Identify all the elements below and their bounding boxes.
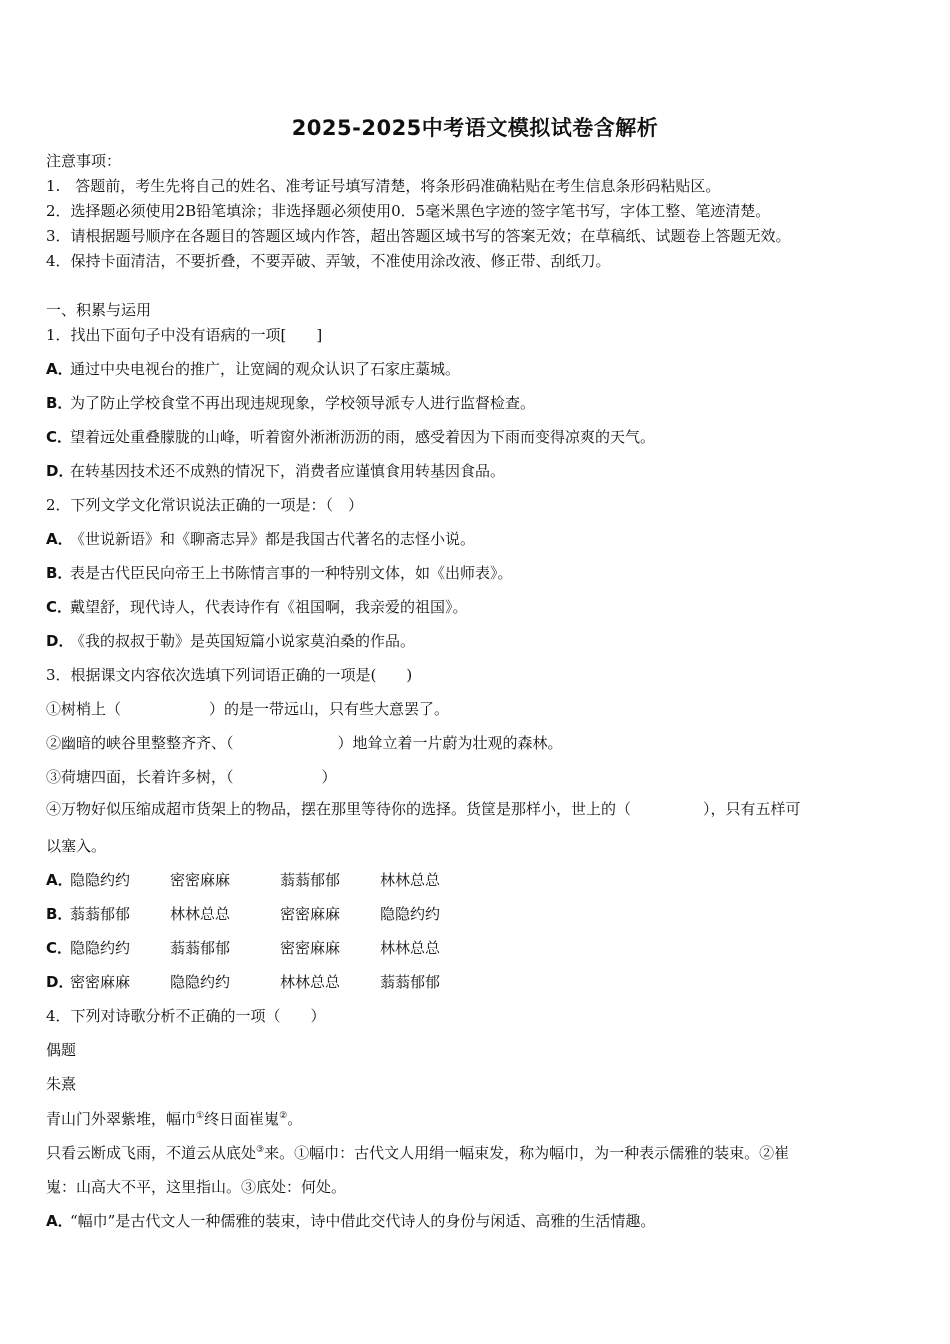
option-word: 林林总总: [170, 905, 231, 923]
option-word: 林林总总: [380, 871, 441, 889]
poem-line-2: [46, 1140, 910, 1163]
poem-text: 只看云断成飞雨，不道云从底处: [46, 1144, 257, 1162]
option-label: C．: [46, 598, 73, 616]
option-label: B．: [46, 564, 73, 582]
q2-option-d: [46, 631, 910, 651]
q2-option-c: [46, 597, 910, 617]
sentence-part: ④万物好似压缩成超市货架上的物品，摆在那里等待你的选择。货筐是那样小，世上的（: [46, 800, 632, 818]
q3-sentence-1: [46, 699, 910, 719]
option-label: C．: [46, 939, 73, 957]
notice-item: 2．选择题必须使用2B铅笔填涂；非选择题必须使用0．5毫米黑色字迹的签字笔书写，字体工整、笔迹清楚。: [46, 202, 771, 220]
q2-option-b: [46, 563, 910, 583]
q3-option-d: [46, 972, 910, 992]
poem-line-1: [46, 1106, 910, 1129]
option-label: A．: [46, 1212, 73, 1230]
option-word: 蓊蓊郁郁: [280, 871, 341, 889]
footnote-mark: ①: [196, 1111, 205, 1121]
q1-option-a: [46, 359, 910, 379]
q3-stem: 3．根据课文内容依次选填下列词语正确的一项是( ): [46, 666, 413, 684]
poem-text: 青山门外翠紫堆，幅巾: [46, 1110, 197, 1128]
q1-option-b: [46, 393, 910, 413]
notice-heading: 注意事项：: [46, 152, 122, 170]
q3-sentence-3: [46, 767, 910, 787]
option-word: 蓊蓊郁郁: [170, 939, 231, 957]
option-word: 蓊蓊郁郁: [70, 905, 131, 923]
sentence-part: ），只有五样可: [703, 800, 801, 818]
sentence-part: ①树梢上（: [46, 700, 122, 718]
sentence-part: ）的是一带远山，只有些大意罢了。: [209, 700, 450, 718]
option-word: 密密麻麻: [280, 939, 341, 957]
option-label: B．: [46, 905, 73, 923]
option-word: 蓊蓊郁郁: [380, 973, 441, 991]
q4-stem: 4．下列对诗歌分析不正确的一项（ ）: [46, 1007, 326, 1025]
q3-sentence-2: [46, 733, 910, 753]
option-word: 林林总总: [280, 973, 341, 991]
option-text: 在转基因技术还不成熟的情况下，消费者应谨慎食用转基因食品。: [70, 462, 506, 480]
q3-option-a: [46, 870, 910, 890]
poem-title: 偶题: [46, 1041, 77, 1059]
q3-option-b: [46, 904, 910, 924]
option-label: D．: [46, 462, 74, 480]
option-label: A．: [46, 871, 73, 889]
option-word: 密密麻麻: [70, 973, 131, 991]
option-text: 为了防止学校食堂不再出现违规现象，学校领导派专人进行监督检查。: [70, 394, 536, 412]
sentence-part: ②幽暗的峡谷里整整齐齐、（: [46, 734, 234, 752]
footnote-mark: ③: [256, 1145, 265, 1155]
option-label: A．: [46, 360, 73, 378]
q3-sentence-4-cont: 以塞入。: [46, 837, 107, 855]
option-word: 密密麻麻: [170, 871, 231, 889]
q3-sentence-4: [46, 799, 910, 819]
notice-item: 4．保持卡面清洁，不要折叠，不要弄破、弄皱，不准使用涂改液、修正带、刮纸刀。: [46, 252, 611, 270]
page-title: 2025-2025中考语文模拟试卷含解析: [291, 116, 659, 140]
q1-option-c: [46, 427, 910, 447]
notice-item: 1. 答题前，考生先将自己的姓名、准考证号填写清楚，将条形码准确粘贴在考生信息条形码粘贴区。: [46, 177, 721, 195]
option-word: 林林总总: [380, 939, 441, 957]
notice-item: 3．请根据题号顺序在各题目的答题区域内作答，超出答题区域书写的答案无效；在草稿纸、试题卷上答题无效。: [46, 227, 791, 245]
option-text: “幅巾”是古代文人一种儒雅的装束，诗中借此交代诗人的身份与闲适、高雅的生活情趣。: [70, 1212, 656, 1230]
poem-author: 朱熹: [46, 1075, 77, 1093]
option-text: 戴望舒，现代诗人，代表诗作有《祖国啊，我亲爱的祖国》。: [70, 598, 468, 616]
poem-text: 终日面崔嵬: [204, 1110, 280, 1128]
option-word: 隐隐约约: [70, 939, 131, 957]
option-text: 表是古代臣民向帝王上书陈情言事的一种特别文体，如《出师表》。: [70, 564, 513, 582]
sentence-part: ③荷塘四面，长着许多树，（: [46, 768, 234, 786]
sentence-part: ）: [321, 768, 337, 786]
section-heading: 一、积累与运用: [46, 301, 152, 319]
poem-notes-cont: 嵬：山高大不平，这里指山。③底处：何处。: [46, 1178, 347, 1196]
sentence-part: ）地耸立着一片蔚为壮观的森林。: [337, 734, 563, 752]
option-label: B．: [46, 394, 73, 412]
q2-option-a: [46, 529, 910, 549]
option-text: 通过中央电视台的推广，让宽阔的观众认识了石家庄藁城。: [70, 360, 461, 378]
q4-option-a: [46, 1211, 910, 1231]
option-word: 密密麻麻: [280, 905, 341, 923]
option-word: 隐隐约约: [380, 905, 441, 923]
option-label: A．: [46, 530, 73, 548]
q3-option-c: [46, 938, 910, 958]
option-label: D．: [46, 973, 74, 991]
poem-text: 。: [287, 1110, 303, 1128]
q1-option-d: [46, 461, 910, 481]
option-text: 望着远处重叠朦胧的山峰，听着窗外淅淅沥沥的雨，感受着因为下雨而变得凉爽的天气。: [70, 428, 656, 446]
option-text: 《世说新语》和《聊斋志异》都是我国古代著名的志怪小说。: [70, 530, 476, 548]
option-word: 隐隐约约: [70, 871, 131, 889]
poem-notes: 来。①幅巾：古代文人用绢一幅束发，称为幅巾，为一种表示儒雅的装束。②崔: [264, 1144, 790, 1162]
q2-stem: 2．下列文学文化常识说法正确的一项是：（ ）: [46, 496, 364, 514]
footnote-mark: ②: [279, 1111, 288, 1121]
q1-stem: 1．找出下面句子中没有语病的一项[ ]: [46, 326, 323, 344]
option-label: D．: [46, 632, 74, 650]
option-word: 隐隐约约: [170, 973, 231, 991]
option-label: C．: [46, 428, 73, 446]
option-text: 《我的叔叔于勒》是英国短篇小说家莫泊桑的作品。: [70, 632, 416, 650]
